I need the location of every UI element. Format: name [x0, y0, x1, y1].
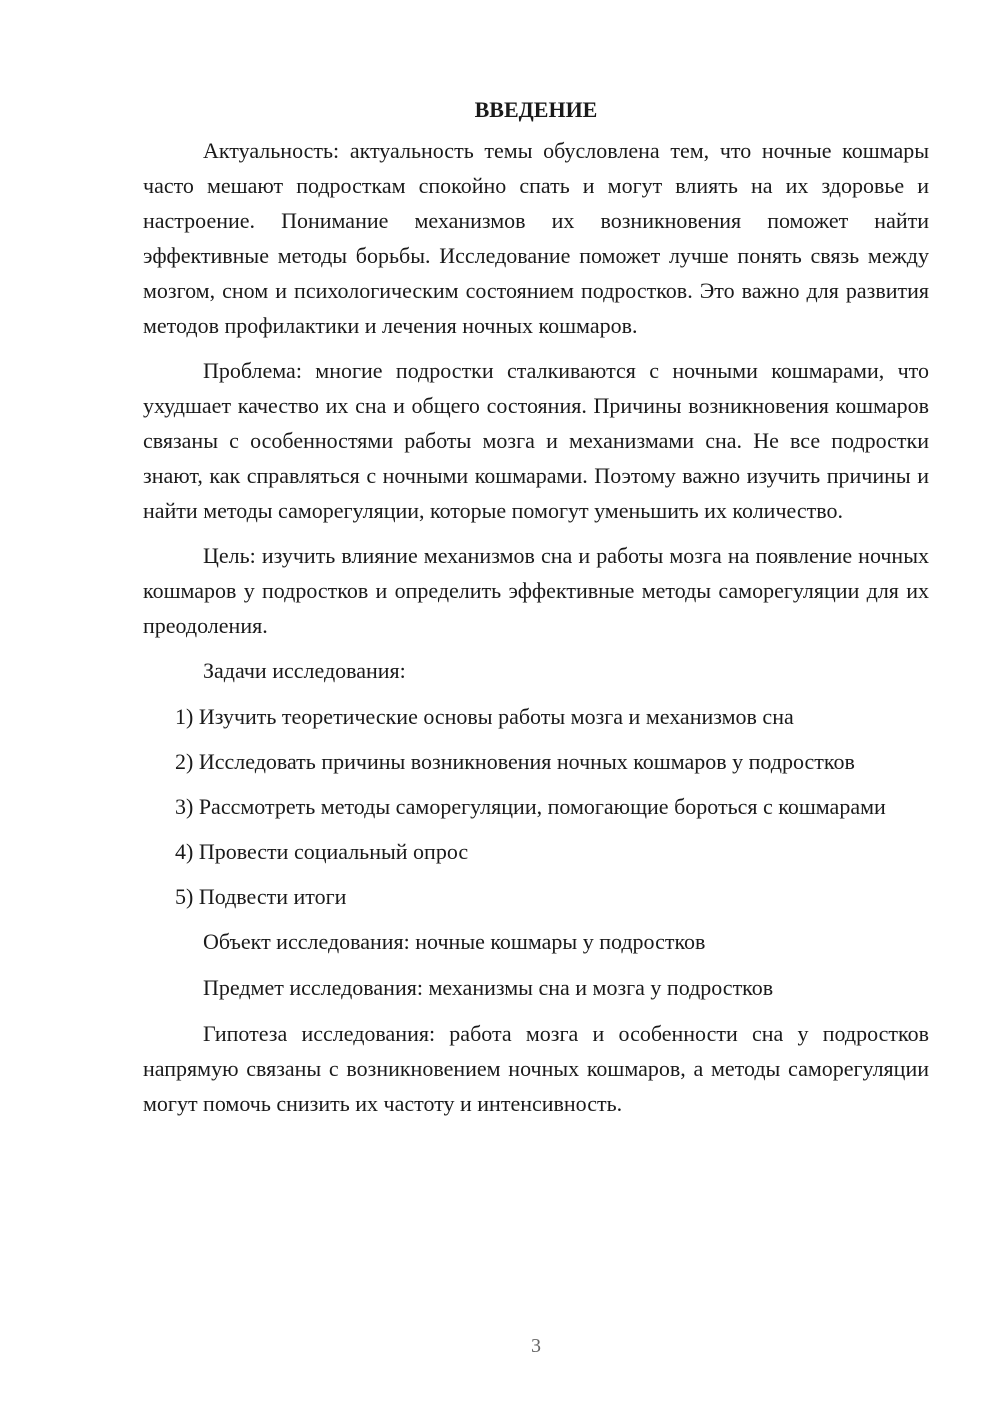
- goal-paragraph: Цель: изучить влияние механизмов сна и работы мозга на появление ночных кошмаров у подростков и определить эффективные методы саморегуляции для их преодоления.: [143, 543, 929, 638]
- research-object: Объект исследования: ночные кошмары у подростков: [203, 929, 706, 954]
- research-subject: Предмет исследования: механизмы сна и мозга у подростков: [203, 975, 774, 1000]
- task-item: 2) Исследовать причины возникновения ночных кошмаров у подростков: [175, 749, 855, 774]
- document-body: [143, 92, 929, 1131]
- task-item: 3) Рассмотреть методы саморегуляции, помогающие бороться с кошмарами: [175, 794, 886, 819]
- tasks-title: Задачи исследования:: [203, 658, 406, 683]
- task-item: 4) Провести социальный опрос: [175, 839, 469, 864]
- problem-paragraph: Проблема: многие подростки сталкиваются с ночными кошмарами, что ухудшает качество их сна и общего состояния. Причины возникновения кошмаров связаны с особенностями работы мозга и механизмами сна. Не все подростки знают, как справляться с ночными кошмарами. Поэтому важно изучить причины и найти методы саморегуляции, которые помогут уменьшить их количество.: [143, 358, 929, 523]
- task-item: 1) Изучить теоретические основы работы мозга и механизмов сна: [175, 704, 794, 729]
- page-number: 3: [531, 1335, 541, 1357]
- hypothesis-paragraph: Гипотеза исследования: работа мозга и особенности сна у подростков напрямую связаны с возникновением ночных кошмаров, а методы саморегуляции могут помочь снизить их частоту и интенсивность.: [143, 1021, 929, 1116]
- task-item: 5) Подвести итоги: [175, 884, 347, 909]
- relevance-paragraph: Актуальность: актуальность темы обусловлена тем, что ночные кошмары часто мешают подросткам спокойно спать и могут влиять на их здоровье и настроение. Понимание механизмов их возникновения поможет найти эффективные методы борьбы. Исследование поможет лучше понять связь между мозгом, сном и психологическим состоянием подростков. Это важно для развития методов профилактики и лечения ночных кошмаров.: [143, 138, 929, 338]
- section-heading: ВВЕДЕНИЕ: [474, 97, 598, 122]
